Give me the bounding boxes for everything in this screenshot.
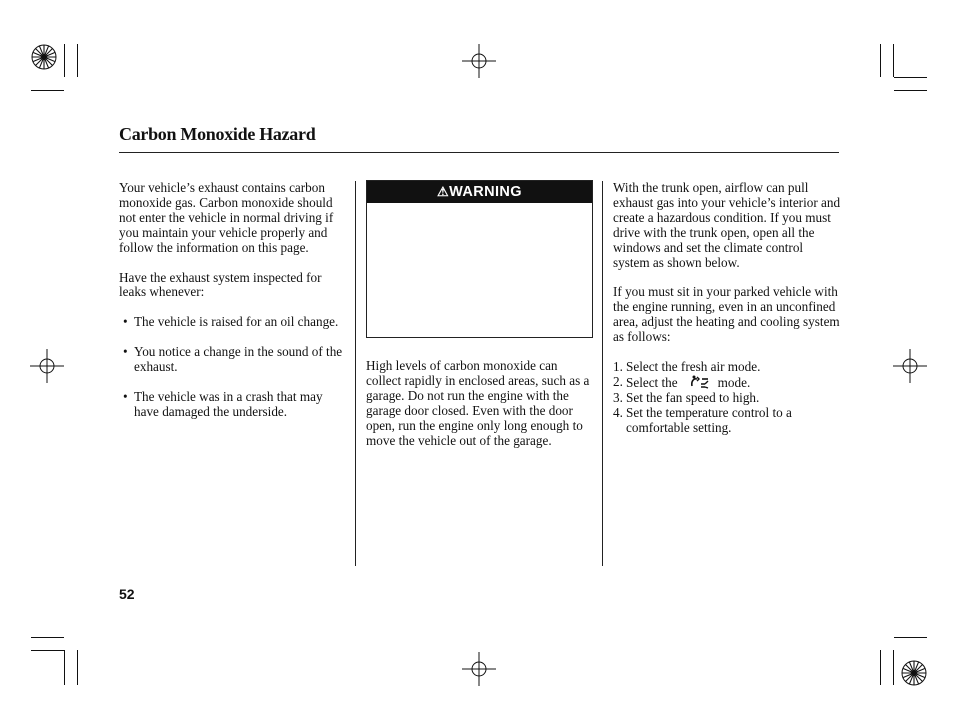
- crop-mark: [894, 77, 927, 78]
- list-item: 1. Select the fresh air mode.: [613, 359, 761, 375]
- crop-mark: [893, 44, 894, 77]
- column-1: [119, 181, 344, 420]
- crop-mark: [31, 637, 64, 638]
- starburst-mark-icon: [901, 660, 927, 686]
- crop-mark: [64, 44, 65, 77]
- list-item: 3. Set the fan speed to high.: [613, 389, 760, 405]
- crop-mark: [31, 650, 64, 651]
- list-item: 4. Set the temperature control to a comfortable setting.: [613, 404, 792, 435]
- list-item: • The vehicle is raised for an oil change.: [119, 315, 344, 330]
- climate-steps: [613, 360, 841, 436]
- floor-vent-mode-icon: [688, 375, 712, 389]
- crop-mark: [77, 44, 78, 77]
- list-item: • The vehicle was in a crash that may have damaged the underside.: [119, 390, 344, 420]
- trunk-paragraph: With the trunk open, airflow can pull exhaust gas into your vehicle’s interior and create a hazardous condition. If you must drive with the trunk open, open all the windows and set the climate control system as shown below.: [613, 180, 841, 270]
- crop-mark: [893, 650, 894, 685]
- title-rule: [119, 152, 839, 153]
- column-divider: [355, 181, 356, 566]
- list-item: 2. Select the mode.: [613, 373, 751, 390]
- page-number: 52: [119, 586, 135, 602]
- intro-paragraph: Your vehicle’s exhaust contains carbon monoxide gas. Carbon monoxide should not enter the vehicle in normal driving if you maintain your vehicle properly and follow the information on this page.: [119, 180, 334, 255]
- column-3: [613, 181, 841, 436]
- crop-mark: [64, 650, 65, 685]
- page-title: Carbon Monoxide Hazard: [119, 124, 316, 144]
- crop-mark: [894, 90, 927, 91]
- inspection-paragraph: Have the exhaust system inspected for leaks whenever:: [119, 269, 322, 300]
- warning-box: [366, 180, 593, 338]
- column-divider: [602, 181, 603, 566]
- crop-mark: [77, 650, 78, 685]
- crop-mark: [880, 650, 881, 685]
- registration-target-icon: [462, 44, 496, 78]
- registration-target-icon: [30, 349, 64, 383]
- list-item: • You notice a change in the sound of the exhaust.: [119, 345, 344, 375]
- inspection-list: [119, 315, 344, 420]
- warning-triangle-icon: ⚠: [437, 184, 450, 199]
- warning-label: WARNING: [449, 184, 522, 200]
- carbon-monoxide-paragraph: High levels of carbon monoxide can collect rapidly in enclosed areas, such as a garage. Do not run the engine with the garage door closed. Even with the door open, run the engine only long enough to move the vehicle out of the garage.: [366, 358, 590, 448]
- crop-mark: [31, 90, 64, 91]
- crop-mark: [894, 637, 927, 638]
- crop-mark: [880, 44, 881, 77]
- warning-header: [367, 181, 592, 203]
- parked-vehicle-paragraph: If you must sit in your parked vehicle with the engine running, even in an unconfined area, adjust the heating and cooling system as follows:: [613, 284, 840, 345]
- registration-target-icon: [462, 652, 496, 686]
- starburst-mark-icon: [31, 44, 57, 70]
- registration-target-icon: [893, 349, 927, 383]
